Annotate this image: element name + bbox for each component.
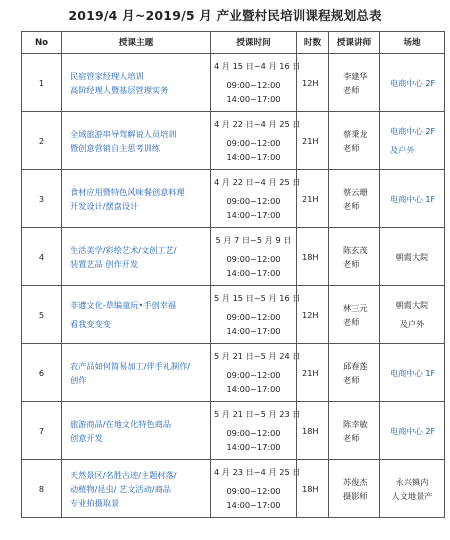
- date-range: 4 月 15 日~4 月 16 日: [214, 61, 301, 71]
- topic-line: 暨创意营销自主思考训练: [70, 142, 161, 153]
- teacher-name: 陈幸敏: [343, 418, 368, 429]
- teacher-title: 摄影师: [343, 490, 368, 501]
- header-row: [22, 32, 445, 54]
- course-hours: 18H: [297, 228, 329, 286]
- venue-line: 电商中心 1F: [390, 193, 436, 204]
- teacher-title: 老师: [343, 432, 360, 443]
- morning-session: 09:00~12:00: [226, 370, 281, 380]
- topic-line: 动植物/昆虫/ 艺文活动/商品: [70, 483, 171, 494]
- morning-session: 09:00~12:00: [226, 80, 281, 90]
- topic-line: 专业拍摄取景: [70, 497, 120, 508]
- course-venue: [380, 54, 445, 112]
- header-venue: 场地: [380, 32, 445, 54]
- venue-line: 电商中心 1F: [390, 367, 436, 378]
- course-topic: [62, 112, 211, 170]
- topic-line: 创作: [70, 374, 87, 385]
- venue-line: 朝霞大院: [395, 300, 429, 310]
- course-venue: [380, 402, 445, 460]
- course-topic: [62, 460, 211, 518]
- course-teacher: [329, 402, 380, 460]
- table-row: [22, 402, 445, 460]
- table-row: [22, 344, 445, 402]
- course-time: [211, 112, 301, 170]
- teacher-name: 蔡云珊: [343, 186, 368, 197]
- course-schedule-table: [21, 31, 445, 518]
- topic-line: 看我变变变: [70, 319, 111, 329]
- course-venue: [380, 112, 445, 170]
- topic-line: 高阶经理人暨基层管理实务: [70, 84, 169, 95]
- teacher-name: 邱春莲: [343, 360, 368, 371]
- row-number: 4: [22, 228, 62, 286]
- topic-line: 生活美学/彩绘艺术/文创工艺/: [70, 244, 177, 255]
- table-row: [22, 286, 445, 344]
- afternoon-session: 14:00~17:00: [226, 94, 281, 104]
- morning-session: 09:00~12:00: [226, 196, 281, 206]
- date-range: 4 月 22 日~4 月 25 日: [214, 177, 301, 187]
- course-venue: [380, 286, 445, 344]
- topic-line: 开发设计/摆盘设计: [70, 200, 139, 211]
- course-venue: [380, 460, 445, 518]
- row-number: 7: [22, 402, 62, 460]
- course-time: [211, 228, 297, 286]
- course-teacher: [329, 460, 380, 518]
- course-hours: 21H: [297, 344, 329, 402]
- course-time: [211, 54, 301, 112]
- topic-line: 天然景区/名胜古迹/主题村落/: [70, 469, 177, 480]
- course-time: [211, 460, 301, 518]
- teacher-name: 李建华: [343, 70, 368, 81]
- course-topic: [62, 54, 211, 112]
- header-hours: 时数: [297, 32, 329, 54]
- afternoon-session: 14:00~17:00: [226, 268, 281, 278]
- row-number: 3: [22, 170, 62, 228]
- table-row: [22, 228, 445, 286]
- course-hours: 12H: [297, 54, 329, 112]
- afternoon-session: 14:00~17:00: [226, 500, 281, 510]
- morning-session: 09:00~12:00: [226, 312, 281, 322]
- topic-line: 非遗文化-草编童玩•手创幸福: [70, 300, 177, 310]
- topic-line: 农产品如何简易加工/伴手礼制作/: [70, 360, 191, 371]
- date-range: 5 月 15 日~5 月 16 日: [214, 293, 301, 303]
- topic-line: 装置艺品 创作开发: [70, 258, 139, 269]
- header-topic: 授课主题: [62, 32, 211, 54]
- course-topic: [62, 228, 211, 286]
- header-teacher: 授课讲师: [329, 32, 380, 54]
- date-range: 4 月 23 日~4 月 25 日: [214, 467, 301, 477]
- topic-line: 旅游商品/在地文化特色商品: [70, 418, 172, 429]
- teacher-title: 老师: [343, 200, 360, 211]
- course-hours: 21H: [297, 170, 329, 228]
- afternoon-session: 14:00~17:00: [226, 442, 281, 452]
- course-hours: 12H: [297, 286, 329, 344]
- morning-session: 09:00~12:00: [226, 254, 281, 264]
- teacher-name: 蔡秉龙: [343, 128, 368, 139]
- table-row: [22, 112, 445, 170]
- row-number: 8: [22, 460, 62, 518]
- venue-line: 电商中心 2F: [390, 425, 436, 436]
- course-time: [211, 170, 301, 228]
- afternoon-session: 14:00~17:00: [226, 384, 281, 394]
- course-teacher: [329, 344, 380, 402]
- header-time: 授课时间: [211, 32, 297, 54]
- table-row: [22, 54, 445, 112]
- course-teacher: [329, 54, 380, 112]
- afternoon-session: 14:00~17:00: [226, 326, 281, 336]
- topic-line: 民宿管家经理人培训: [70, 70, 144, 81]
- date-range: 5 月 21 日~5 月 23 日: [214, 409, 301, 419]
- table-row: [22, 170, 445, 228]
- venue-line: 永兴镇内: [395, 476, 429, 487]
- course-hours: 18H: [297, 460, 329, 518]
- row-number: 5: [22, 286, 62, 344]
- teacher-name: 苏俊杰: [343, 476, 368, 487]
- date-range: 5 月 7 日~5 月 9 日: [215, 235, 292, 245]
- row-number: 1: [22, 54, 62, 112]
- document-title: 2019/4 月~2019/5 月 产业暨村民培训课程规划总表: [68, 8, 382, 23]
- course-time: [211, 286, 301, 344]
- topic-line: 食材应用暨特色风味餐创意料理: [70, 186, 185, 197]
- course-time: [211, 402, 301, 460]
- course-venue: [380, 170, 445, 228]
- morning-session: 09:00~12:00: [226, 138, 281, 148]
- course-topic: [62, 344, 211, 402]
- morning-session: 09:00~12:00: [226, 428, 281, 438]
- topic-line: 全域旅游串导驾解说人员培训: [70, 128, 177, 139]
- venue-line: 电商中心 2F: [390, 126, 436, 136]
- row-number: 2: [22, 112, 62, 170]
- course-hours: 18H: [297, 402, 329, 460]
- date-range: 4 月 22 日~4 月 25 日: [214, 119, 301, 129]
- teacher-title: 老师: [343, 142, 360, 153]
- course-venue: [380, 344, 445, 402]
- teacher-name: 陈玄茂: [343, 244, 368, 255]
- morning-session: 09:00~12:00: [226, 486, 281, 496]
- course-teacher: [329, 286, 380, 344]
- course-teacher: [329, 228, 380, 286]
- afternoon-session: 14:00~17:00: [226, 152, 281, 162]
- teacher-title: 老师: [343, 258, 360, 269]
- course-topic: [62, 170, 211, 228]
- course-topic: [62, 286, 211, 344]
- teacher-name: 林三元: [343, 302, 368, 313]
- course-teacher: [329, 112, 380, 170]
- course-venue: [380, 228, 445, 286]
- venue-line: 人文地景产: [391, 490, 433, 501]
- date-range: 5 月 21 日~5 月 24 日: [214, 351, 301, 361]
- teacher-title: 老师: [343, 316, 360, 327]
- teacher-title: 老师: [343, 374, 360, 385]
- course-teacher: [329, 170, 380, 228]
- teacher-title: 老师: [343, 84, 360, 95]
- venue-line: 朝霞大院: [395, 251, 429, 262]
- topic-line: 创意开发: [70, 432, 103, 443]
- course-topic: [62, 402, 211, 460]
- table-row: [22, 460, 445, 518]
- venue-line: 及户外: [390, 145, 415, 155]
- venue-line: 电商中心 2F: [390, 77, 436, 88]
- afternoon-session: 14:00~17:00: [226, 210, 281, 220]
- row-number: 6: [22, 344, 62, 402]
- course-time: [211, 344, 301, 402]
- header-no: No: [22, 32, 62, 54]
- course-hours: 21H: [297, 112, 329, 170]
- venue-line: 及户外: [399, 319, 425, 329]
